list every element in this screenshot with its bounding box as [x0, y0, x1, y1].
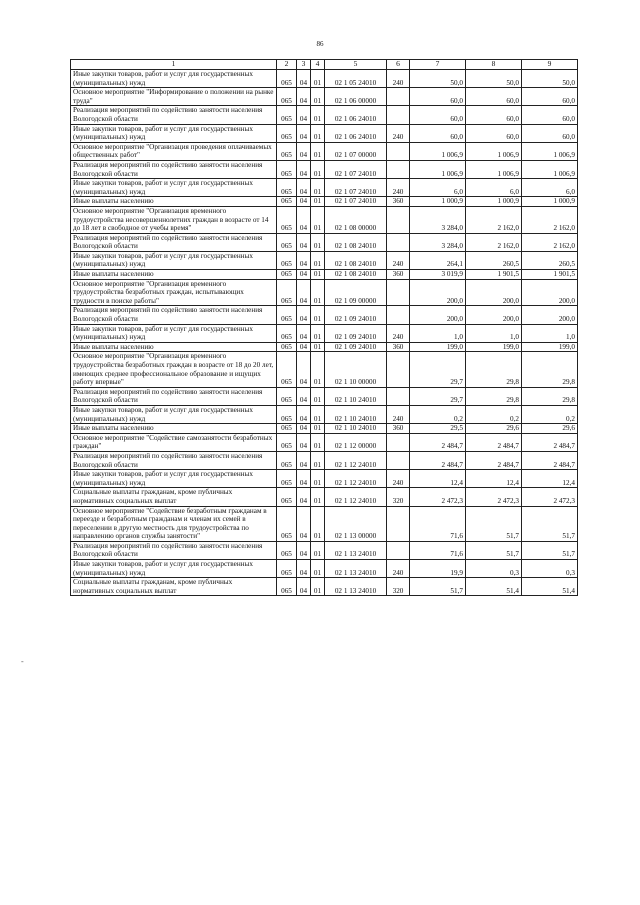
expense-type-code [387, 106, 410, 124]
subsection-code: 01 [311, 142, 325, 160]
row-name: Реализация мероприятий по содействию занятости населения Вологодской области [71, 387, 277, 405]
target-article-code: 02 1 13 00000 [325, 506, 387, 541]
table-row [71, 424, 578, 434]
amount-year-2: 29,6 [466, 424, 522, 434]
expense-type-code: 240 [387, 251, 410, 269]
expense-type-code: 320 [387, 488, 410, 506]
amount-year-2: 200,0 [466, 279, 522, 306]
table-row [71, 541, 578, 559]
amount-year-1: 6,0 [410, 179, 466, 197]
expense-type-code: 240 [387, 324, 410, 342]
ministry-code: 065 [277, 233, 297, 251]
column-header-1: 1 [71, 60, 277, 70]
amount-year-2: 50,0 [466, 70, 522, 88]
amount-year-1: 71,6 [410, 506, 466, 541]
table-row [71, 279, 578, 306]
table-row [71, 342, 578, 352]
expense-type-code [387, 160, 410, 178]
target-article-code: 02 1 12 00000 [325, 433, 387, 451]
subsection-code: 01 [311, 506, 325, 541]
subsection-code: 01 [311, 233, 325, 251]
amount-year-3: 1 006,9 [522, 142, 578, 160]
amount-year-2: 1 006,9 [466, 142, 522, 160]
amount-year-2: 60,0 [466, 106, 522, 124]
ministry-code: 065 [277, 433, 297, 451]
amount-year-3: 1 901,5 [522, 270, 578, 280]
ministry-code: 065 [277, 488, 297, 506]
subsection-code: 01 [311, 179, 325, 197]
table-row [71, 405, 578, 423]
ministry-code: 065 [277, 279, 297, 306]
target-article-code: 02 1 06 24010 [325, 124, 387, 142]
expense-type-code: 360 [387, 424, 410, 434]
table-body [71, 70, 578, 596]
amount-year-1: 71,6 [410, 541, 466, 559]
amount-year-1: 0,2 [410, 405, 466, 423]
amount-year-1: 1 006,9 [410, 160, 466, 178]
section-code: 04 [297, 142, 311, 160]
table-row [71, 578, 578, 596]
amount-year-1: 29,5 [410, 424, 466, 434]
amount-year-1: 3 019,9 [410, 270, 466, 280]
row-name: Основное мероприятие "Организация временного трудоустройства несовершеннолетних граждан в возрасте от 14 до 18 лет в свободное от учебы время" [71, 206, 277, 233]
column-header-3: 3 [297, 60, 311, 70]
column-header-9: 9 [522, 60, 578, 70]
expense-type-code: 240 [387, 70, 410, 88]
amount-year-2: 260,5 [466, 251, 522, 269]
amount-year-2: 1 901,5 [466, 270, 522, 280]
amount-year-1: 60,0 [410, 124, 466, 142]
section-code: 04 [297, 306, 311, 324]
target-article-code: 02 1 13 24010 [325, 560, 387, 578]
column-header-8: 8 [466, 60, 522, 70]
expense-type-code: 240 [387, 405, 410, 423]
amount-year-3: 2 484,7 [522, 433, 578, 451]
column-header-2: 2 [277, 60, 297, 70]
row-name: Иные закупки товаров, работ и услуг для государственных (муниципальных) нужд [71, 560, 277, 578]
amount-year-2: 29,8 [466, 387, 522, 405]
amount-year-3: 2 484,7 [522, 451, 578, 469]
amount-year-2: 51,4 [466, 578, 522, 596]
amount-year-1: 19,9 [410, 560, 466, 578]
section-code: 04 [297, 206, 311, 233]
expense-type-code [387, 142, 410, 160]
expense-type-code [387, 352, 410, 387]
amount-year-3: 12,4 [522, 470, 578, 488]
amount-year-3: 51,7 [522, 506, 578, 541]
amount-year-3: 2 162,0 [522, 206, 578, 233]
expense-type-code [387, 433, 410, 451]
subsection-code: 01 [311, 106, 325, 124]
amount-year-3: 51,4 [522, 578, 578, 596]
section-code: 04 [297, 88, 311, 106]
amount-year-2: 2 162,0 [466, 233, 522, 251]
table-row [71, 306, 578, 324]
subsection-code: 01 [311, 197, 325, 207]
ministry-code: 065 [277, 251, 297, 269]
row-name: Иные закупки товаров, работ и услуг для государственных (муниципальных) нужд [71, 179, 277, 197]
section-code: 04 [297, 433, 311, 451]
ministry-code: 065 [277, 88, 297, 106]
target-article-code: 02 1 06 00000 [325, 88, 387, 106]
subsection-code: 01 [311, 324, 325, 342]
amount-year-1: 2 484,7 [410, 451, 466, 469]
ministry-code: 065 [277, 541, 297, 559]
amount-year-2: 51,7 [466, 506, 522, 541]
subsection-code: 01 [311, 279, 325, 306]
amount-year-1: 3 284,0 [410, 233, 466, 251]
table-row [71, 88, 578, 106]
section-code: 04 [297, 124, 311, 142]
target-article-code: 02 1 12 24010 [325, 451, 387, 469]
expense-type-code [387, 451, 410, 469]
table-row [71, 179, 578, 197]
ministry-code: 065 [277, 560, 297, 578]
ministry-code: 065 [277, 387, 297, 405]
ministry-code: 065 [277, 106, 297, 124]
section-code: 04 [297, 488, 311, 506]
row-name: Основное мероприятие "Организация проведения оплачиваемых общественных работ" [71, 142, 277, 160]
amount-year-3: 2 472,3 [522, 488, 578, 506]
amount-year-2: 0,2 [466, 405, 522, 423]
expense-type-code: 240 [387, 470, 410, 488]
amount-year-1: 29,7 [410, 387, 466, 405]
row-name: Иные закупки товаров, работ и услуг для государственных (муниципальных) нужд [71, 251, 277, 269]
subsection-code: 01 [311, 433, 325, 451]
amount-year-3: 1 006,9 [522, 160, 578, 178]
section-code: 04 [297, 160, 311, 178]
row-name: Иные выплаты населению [71, 270, 277, 280]
amount-year-1: 264,1 [410, 251, 466, 269]
amount-year-3: 51,7 [522, 541, 578, 559]
amount-year-1: 1,0 [410, 324, 466, 342]
amount-year-1: 29,7 [410, 352, 466, 387]
row-name: Основное мероприятие "Содействие самозанятости безработных граждан" [71, 433, 277, 451]
row-name: Реализация мероприятий по содействию занятости населения Вологодской области [71, 233, 277, 251]
table-row [71, 70, 578, 88]
target-article-code: 02 1 08 24010 [325, 270, 387, 280]
table-row [71, 251, 578, 269]
column-header-4: 4 [311, 60, 325, 70]
expense-type-code [387, 88, 410, 106]
amount-year-2: 199,0 [466, 342, 522, 352]
section-code: 04 [297, 342, 311, 352]
subsection-code: 01 [311, 251, 325, 269]
section-code: 04 [297, 179, 311, 197]
amount-year-1: 12,4 [410, 470, 466, 488]
row-name: Социальные выплаты гражданам, кроме публичных нормативных социальных выплат [71, 578, 277, 596]
row-name: Иные закупки товаров, работ и услуг для государственных (муниципальных) нужд [71, 405, 277, 423]
table-row [71, 233, 578, 251]
amount-year-1: 1 000,9 [410, 197, 466, 207]
table-row [71, 160, 578, 178]
amount-year-3: 0,3 [522, 560, 578, 578]
target-article-code: 02 1 06 24010 [325, 106, 387, 124]
target-article-code: 02 1 07 00000 [325, 142, 387, 160]
target-article-code: 02 1 13 24010 [325, 578, 387, 596]
table-header-row [71, 60, 578, 70]
expense-type-code [387, 387, 410, 405]
amount-year-3: 1 000,9 [522, 197, 578, 207]
subsection-code: 01 [311, 124, 325, 142]
ministry-code: 065 [277, 424, 297, 434]
amount-year-3: 2 162,0 [522, 233, 578, 251]
subsection-code: 01 [311, 352, 325, 387]
column-header-7: 7 [410, 60, 466, 70]
row-name: Иные закупки товаров, работ и услуг для государственных (муниципальных) нужд [71, 324, 277, 342]
ministry-code: 065 [277, 70, 297, 88]
ministry-code: 065 [277, 179, 297, 197]
ministry-code: 065 [277, 306, 297, 324]
column-header-5: 5 [325, 60, 387, 70]
ministry-code: 065 [277, 342, 297, 352]
table-row [71, 352, 578, 387]
target-article-code: 02 1 09 24010 [325, 306, 387, 324]
ministry-code: 065 [277, 470, 297, 488]
row-name: Иные выплаты населению [71, 342, 277, 352]
amount-year-3: 29,8 [522, 352, 578, 387]
budget-table [70, 59, 578, 596]
section-code: 04 [297, 387, 311, 405]
amount-year-2: 60,0 [466, 88, 522, 106]
section-code: 04 [297, 578, 311, 596]
amount-year-3: 60,0 [522, 124, 578, 142]
row-name: Иные выплаты населению [71, 424, 277, 434]
target-article-code: 02 1 12 24010 [325, 470, 387, 488]
table-row [71, 506, 578, 541]
ministry-code: 065 [277, 405, 297, 423]
expense-type-code: 360 [387, 197, 410, 207]
target-article-code: 02 1 13 24010 [325, 541, 387, 559]
section-code: 04 [297, 470, 311, 488]
ministry-code: 065 [277, 270, 297, 280]
section-code: 04 [297, 506, 311, 541]
amount-year-2: 2 162,0 [466, 206, 522, 233]
row-name: Иные выплаты населению [71, 197, 277, 207]
table-row [71, 142, 578, 160]
expense-type-code: 240 [387, 124, 410, 142]
amount-year-2: 1 006,9 [466, 160, 522, 178]
amount-year-2: 2 472,3 [466, 488, 522, 506]
table-row [71, 106, 578, 124]
row-name: Основное мероприятие "Организация временного трудоустройства безработных граждан в возрасте от 18 до 20 лет, имеющих среднее профессиональное образование и ищущих работу впервые" [71, 352, 277, 387]
subsection-code: 01 [311, 424, 325, 434]
table-row [71, 270, 578, 280]
subsection-code: 01 [311, 387, 325, 405]
ministry-code: 065 [277, 506, 297, 541]
expense-type-code [387, 506, 410, 541]
column-header-6: 6 [387, 60, 410, 70]
section-code: 04 [297, 352, 311, 387]
target-article-code: 02 1 09 00000 [325, 279, 387, 306]
subsection-code: 01 [311, 270, 325, 280]
section-code: 04 [297, 560, 311, 578]
target-article-code: 02 1 10 24010 [325, 424, 387, 434]
amount-year-3: 199,0 [522, 342, 578, 352]
amount-year-1: 200,0 [410, 279, 466, 306]
amount-year-2: 6,0 [466, 179, 522, 197]
subsection-code: 01 [311, 405, 325, 423]
section-code: 04 [297, 106, 311, 124]
target-article-code: 02 1 07 24010 [325, 179, 387, 197]
amount-year-2: 2 484,7 [466, 433, 522, 451]
amount-year-3: 200,0 [522, 279, 578, 306]
ministry-code: 065 [277, 352, 297, 387]
subsection-code: 01 [311, 451, 325, 469]
subsection-code: 01 [311, 578, 325, 596]
section-code: 04 [297, 70, 311, 88]
row-name: Реализация мероприятий по содействию занятости населения Вологодской области [71, 451, 277, 469]
amount-year-2: 12,4 [466, 470, 522, 488]
target-article-code: 02 1 09 24010 [325, 324, 387, 342]
ministry-code: 065 [277, 142, 297, 160]
amount-year-1: 199,0 [410, 342, 466, 352]
expense-type-code: 360 [387, 270, 410, 280]
row-name: Иные закупки товаров, работ и услуг для государственных (муниципальных) нужд [71, 124, 277, 142]
subsection-code: 01 [311, 488, 325, 506]
amount-year-2: 2 484,7 [466, 451, 522, 469]
section-code: 04 [297, 451, 311, 469]
ministry-code: 065 [277, 324, 297, 342]
expense-type-code: 360 [387, 342, 410, 352]
amount-year-2: 0,3 [466, 560, 522, 578]
amount-year-2: 29,8 [466, 352, 522, 387]
row-name: Реализация мероприятий по содействию занятости населения Вологодской области [71, 106, 277, 124]
target-article-code: 02 1 12 24010 [325, 488, 387, 506]
amount-year-3: 29,6 [522, 424, 578, 434]
row-name: Социальные выплаты гражданам, кроме публичных нормативных социальных выплат [71, 488, 277, 506]
amount-year-3: 0,2 [522, 405, 578, 423]
target-article-code: 02 1 08 24010 [325, 233, 387, 251]
amount-year-3: 29,8 [522, 387, 578, 405]
expense-type-code [387, 306, 410, 324]
amount-year-1: 51,7 [410, 578, 466, 596]
amount-year-2: 200,0 [466, 306, 522, 324]
subsection-code: 01 [311, 541, 325, 559]
target-article-code: 02 1 08 24010 [325, 251, 387, 269]
table-row [71, 451, 578, 469]
amount-year-1: 60,0 [410, 88, 466, 106]
amount-year-1: 50,0 [410, 70, 466, 88]
expense-type-code: 240 [387, 560, 410, 578]
amount-year-3: 1,0 [522, 324, 578, 342]
section-code: 04 [297, 233, 311, 251]
amount-year-1: 1 006,9 [410, 142, 466, 160]
row-name: Основное мероприятие "Организация временного трудоустройства безработных граждан, испытывающих трудности в поиске работы" [71, 279, 277, 306]
ministry-code: 065 [277, 160, 297, 178]
expense-type-code [387, 206, 410, 233]
subsection-code: 01 [311, 342, 325, 352]
subsection-code: 01 [311, 560, 325, 578]
amount-year-3: 260,5 [522, 251, 578, 269]
table-row [71, 433, 578, 451]
section-code: 04 [297, 270, 311, 280]
expense-type-code: 240 [387, 179, 410, 197]
target-article-code: 02 1 09 24010 [325, 342, 387, 352]
table-row [71, 206, 578, 233]
ministry-code: 065 [277, 451, 297, 469]
row-name: Иные закупки товаров, работ и услуг для государственных (муниципальных) нужд [71, 70, 277, 88]
table-row [71, 470, 578, 488]
table-row [71, 560, 578, 578]
section-code: 04 [297, 541, 311, 559]
amount-year-2: 51,7 [466, 541, 522, 559]
subsection-code: 01 [311, 470, 325, 488]
amount-year-1: 2 472,3 [410, 488, 466, 506]
row-name: Иные закупки товаров, работ и услуг для государственных (муниципальных) нужд [71, 470, 277, 488]
row-name: Реализация мероприятий по содействию занятости населения Вологодской области [71, 306, 277, 324]
ministry-code: 065 [277, 578, 297, 596]
section-code: 04 [297, 279, 311, 306]
amount-year-1: 200,0 [410, 306, 466, 324]
row-name: Основное мероприятие "Информирование о положении на рынке труда" [71, 88, 277, 106]
ministry-code: 065 [277, 197, 297, 207]
amount-year-3: 60,0 [522, 88, 578, 106]
row-name: Реализация мероприятий по содействию занятости населения Вологодской области [71, 160, 277, 178]
expense-type-code: 320 [387, 578, 410, 596]
ministry-code: 065 [277, 124, 297, 142]
target-article-code: 02 1 07 24010 [325, 160, 387, 178]
amount-year-2: 60,0 [466, 124, 522, 142]
subsection-code: 01 [311, 306, 325, 324]
amount-year-3: 60,0 [522, 106, 578, 124]
table-row [71, 387, 578, 405]
target-article-code: 02 1 05 24010 [325, 70, 387, 88]
expense-type-code [387, 541, 410, 559]
subsection-code: 01 [311, 160, 325, 178]
amount-year-3: 50,0 [522, 70, 578, 88]
target-article-code: 02 1 10 00000 [325, 352, 387, 387]
section-code: 04 [297, 424, 311, 434]
table-row [71, 197, 578, 207]
page-number: 86 [316, 40, 324, 48]
amount-year-2: 1,0 [466, 324, 522, 342]
amount-year-1: 60,0 [410, 106, 466, 124]
subsection-code: 01 [311, 70, 325, 88]
section-code: 04 [297, 405, 311, 423]
amount-year-3: 6,0 [522, 179, 578, 197]
target-article-code: 02 1 07 24010 [325, 197, 387, 207]
row-name: Основное мероприятие "Содействие безработным гражданам в переезде и безработным гражданам и членам их семей в переселении в другую местность для трудоустройства по направлению органов службы занятости" [71, 506, 277, 541]
margin-mark: - [21, 657, 24, 666]
expense-type-code [387, 233, 410, 251]
amount-year-1: 3 284,0 [410, 206, 466, 233]
ministry-code: 065 [277, 206, 297, 233]
table-row [71, 488, 578, 506]
amount-year-3: 200,0 [522, 306, 578, 324]
target-article-code: 02 1 10 24010 [325, 387, 387, 405]
amount-year-2: 1 000,9 [466, 197, 522, 207]
target-article-code: 02 1 08 00000 [325, 206, 387, 233]
table-row [71, 124, 578, 142]
row-name: Реализация мероприятий по содействию занятости населения Вологодской области [71, 541, 277, 559]
amount-year-1: 2 484,7 [410, 433, 466, 451]
subsection-code: 01 [311, 206, 325, 233]
subsection-code: 01 [311, 88, 325, 106]
expense-type-code [387, 279, 410, 306]
section-code: 04 [297, 251, 311, 269]
table-row [71, 324, 578, 342]
target-article-code: 02 1 10 24010 [325, 405, 387, 423]
section-code: 04 [297, 324, 311, 342]
section-code: 04 [297, 197, 311, 207]
